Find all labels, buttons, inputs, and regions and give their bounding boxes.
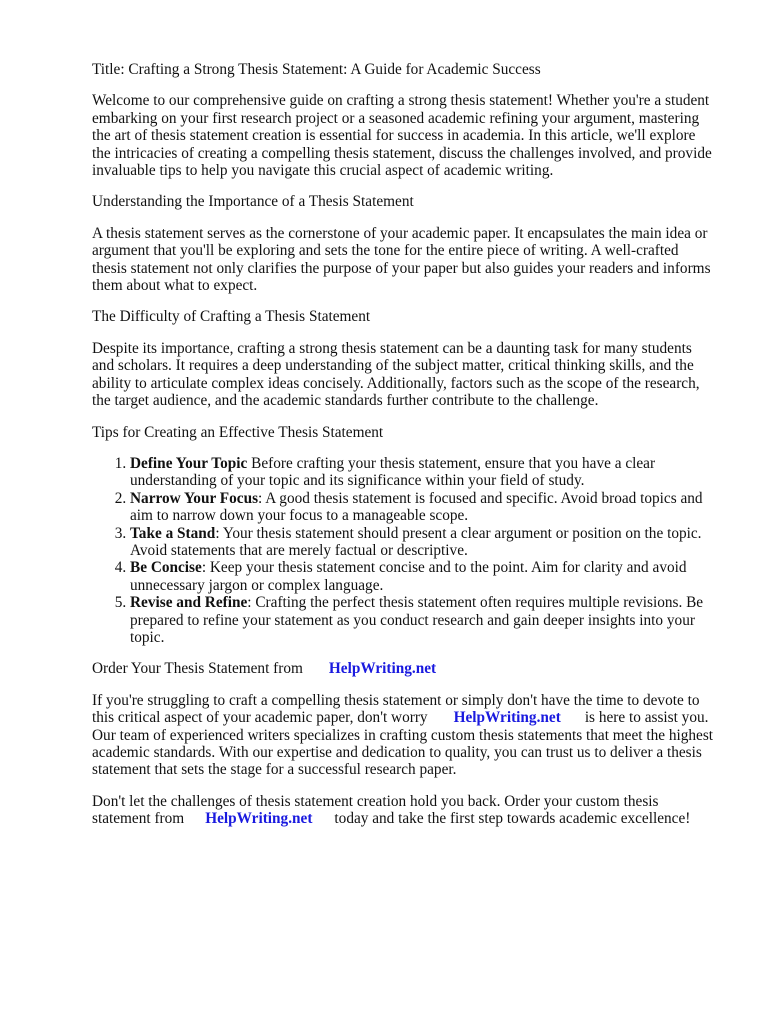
document-title: Title: Crafting a Strong Thesis Statement: A Guide for Academic Success bbox=[92, 61, 541, 78]
helpwriting-link[interactable]: HelpWriting.net bbox=[453, 709, 561, 727]
closing-text-before: Don't let the challenges of thesis statement creation hold you back. Order your custom thesis statement from bbox=[92, 792, 659, 828]
order-heading-text: Order Your Thesis Statement from bbox=[92, 660, 303, 678]
intro-paragraph: Welcome to our comprehensive guide on crafting a strong thesis statement! Whether you're a student embarking on your first research project or a seasoned academic refining your argument, mastering the art of thesis statement creation is essential for success in academia. In this article, we'll explore the intricacies of creating a compelling thesis statement, discuss the challenges involved, and provide invaluable tips to help you navigate this crucial aspect of academic writing. bbox=[92, 92, 712, 180]
list-item bbox=[130, 525, 714, 560]
tip-label: Revise and Refine bbox=[130, 594, 248, 612]
tip-label: Take a Stand bbox=[130, 524, 216, 542]
tips-list bbox=[92, 455, 714, 646]
list-item bbox=[130, 455, 714, 490]
closing-paragraph bbox=[92, 793, 714, 828]
section-heading-tips: Tips for Creating an Effective Thesis Statement bbox=[92, 423, 384, 441]
tip-label: Be Concise bbox=[130, 559, 202, 577]
list-item bbox=[130, 594, 714, 646]
helpwriting-link[interactable]: HelpWriting.net bbox=[328, 660, 437, 678]
section-heading-difficulty: The Difficulty of Crafting a Thesis Statement bbox=[92, 308, 371, 326]
difficulty-paragraph: Despite its importance, crafting a strong thesis statement can be a daunting task for many students and scholars. It requires a deep understanding of the subject matter, critical thinking skills, and the ability to articulate complex ideas concisely. Additionally, factors such as the scope of the research, the target audience, and the academic standards further contribute to the challenge. bbox=[92, 339, 700, 410]
closing-text-after: today and take the first step towards academic excellence! bbox=[334, 810, 691, 828]
tip-text: : Your thesis statement should present a clear argument or position on the topic. Avoid statements that are merely factual or descriptive. bbox=[130, 524, 702, 559]
tip-label: Narrow Your Focus bbox=[130, 489, 259, 507]
tip-text: : Crafting the perfect thesis statement often requires multiple revisions. Be prepared to refine your statement as you conduct research and gain deeper insights into your topic. bbox=[130, 594, 704, 646]
assist-paragraph bbox=[92, 692, 714, 779]
tip-text: Before crafting your thesis statement, ensure that you have a clear understanding of your topic and its significance within your field of study. bbox=[130, 454, 656, 490]
tip-label: Define Your Topic bbox=[130, 454, 248, 472]
importance-paragraph: A thesis statement serves as the cornerstone of your academic paper. It encapsulates the main idea or argument that you'll be exploring and sets the tone for the entire piece of writing. A well-crafted thesis statement not only clarifies the purpose of your paper but also guides your readers and informs them about what to expect. bbox=[92, 224, 711, 295]
list-item bbox=[130, 559, 714, 594]
section-heading-importance: Understanding the Importance of a Thesis Statement bbox=[92, 193, 414, 211]
assist-text-before: If you're struggling to craft a compelling thesis statement or simply don't have the time to devote to this critical aspect of your academic paper, don't worry bbox=[92, 691, 700, 727]
helpwriting-link[interactable]: HelpWriting.net bbox=[205, 810, 313, 828]
tip-text: : Keep your thesis statement concise and to the point. Aim for clarity and avoid unnecessary jargon or complex language. bbox=[130, 559, 687, 594]
order-heading bbox=[92, 660, 714, 677]
list-item bbox=[130, 490, 714, 525]
tip-text: : A good thesis statement is focused and specific. Avoid broad topics and aim to narrow down your focus to a manageable scope. bbox=[130, 489, 703, 525]
assist-text-after: is here to assist you. Our team of experienced writers specializes in crafting custom thesis statements that meet the highest academic standards. With our expertise and dedication to quality, you can trust us to deliver a thesis statement that sets the stage for a successful research paper. bbox=[92, 709, 714, 779]
